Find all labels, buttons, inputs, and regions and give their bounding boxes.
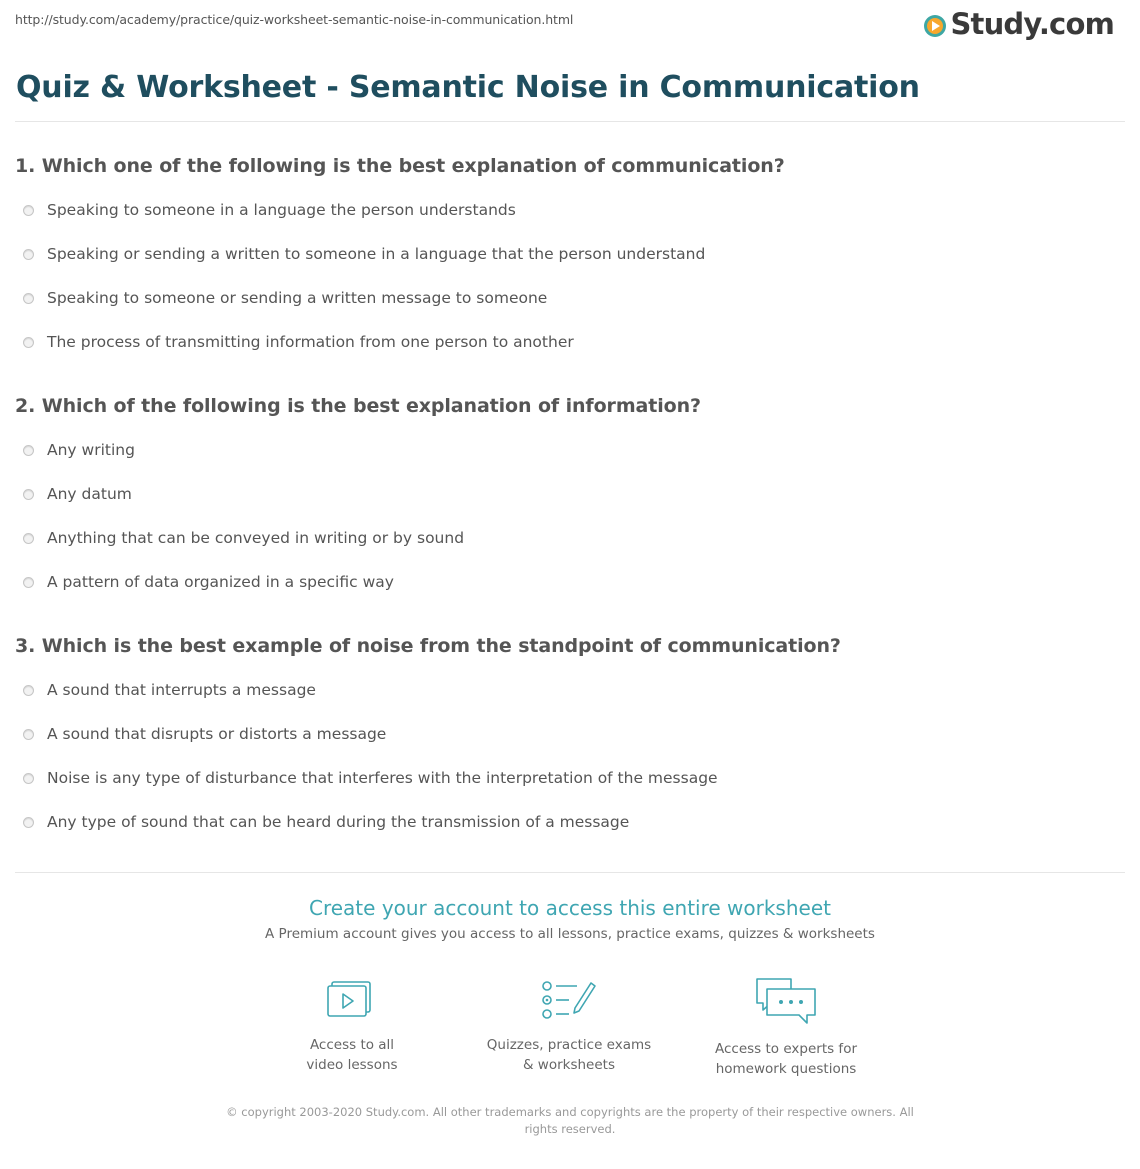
option-label: The process of transmitting information from one person to another <box>47 333 574 351</box>
q2-option-3[interactable] <box>23 526 464 550</box>
option-label: Speaking or sending a written to someone in a language that the person understand <box>47 245 706 263</box>
q3-option-1[interactable] <box>23 678 316 702</box>
q3-option-3[interactable] <box>23 766 718 790</box>
q3-option-2[interactable] <box>23 722 386 746</box>
play-logo-icon <box>924 15 946 37</box>
radio-button[interactable] <box>23 817 34 828</box>
feature-line1: Access to experts for <box>714 1041 857 1057</box>
feature-video-lessons <box>242 975 462 1075</box>
browser-header <box>0 0 1140 50</box>
logo-suffix: .com <box>1038 7 1114 41</box>
title-divider <box>15 121 1125 122</box>
radio-button[interactable] <box>23 205 34 216</box>
feature-line1: Quizzes, practice exams <box>486 1037 652 1053</box>
q1-option-3[interactable] <box>23 286 547 310</box>
option-label: A pattern of data organized in a specific way <box>47 573 394 591</box>
radio-button[interactable] <box>23 533 34 544</box>
option-label: Any writing <box>47 441 135 459</box>
feature-line1: Access to all <box>309 1037 395 1053</box>
radio-button[interactable] <box>23 445 34 456</box>
option-label: Any datum <box>47 485 132 503</box>
radio-button[interactable] <box>23 249 34 260</box>
cta-divider <box>15 872 1125 873</box>
feature-quizzes <box>459 975 679 1075</box>
logo-name: Study <box>950 7 1039 41</box>
feature-line2: & worksheets <box>522 1057 615 1073</box>
q2-option-2[interactable] <box>23 482 132 506</box>
q2-option-4[interactable] <box>23 570 394 594</box>
question-2: 2. Which of the following is the best explanation of information? <box>15 395 701 417</box>
q3-option-4[interactable] <box>23 810 629 834</box>
option-label: Any type of sound that can be heard during the transmission of a message <box>47 813 630 831</box>
radio-button[interactable] <box>23 337 34 348</box>
page-title: Quiz & Worksheet - Semantic Noise in Communication <box>16 70 920 105</box>
video-lessons-icon <box>322 975 382 1025</box>
radio-button[interactable] <box>23 293 34 304</box>
radio-button[interactable] <box>23 577 34 588</box>
feature-line2: video lessons <box>306 1057 398 1073</box>
q1-option-1[interactable] <box>23 198 516 222</box>
option-label: Noise is any type of disturbance that interferes with the interpretation of the message <box>47 769 718 787</box>
logo-text <box>950 7 1114 41</box>
q2-option-1[interactable] <box>23 438 135 462</box>
option-label: A sound that disrupts or distorts a message <box>47 725 387 743</box>
option-label: A sound that interrupts a message <box>47 681 316 699</box>
feature-experts <box>676 975 896 1079</box>
radio-button[interactable] <box>23 773 34 784</box>
cta-subtitle: A Premium account gives you access to all lessons, practice exams, quizzes & worksheets <box>265 926 875 942</box>
copyright-notice: © copyright 2003-2020 Study.com. All other trademarks and copyrights are the property of their respective owners. All rights reserved. <box>226 1105 914 1136</box>
option-label: Speaking to someone or sending a written message to someone <box>47 289 548 307</box>
q1-option-4[interactable] <box>23 330 574 354</box>
radio-button[interactable] <box>23 685 34 696</box>
radio-button[interactable] <box>23 489 34 500</box>
option-label: Anything that can be conveyed in writing or by sound <box>47 529 465 547</box>
q1-option-2[interactable] <box>23 242 705 266</box>
question-1: 1. Which one of the following is the best explanation of communication? <box>15 155 785 177</box>
study-logo[interactable] <box>924 6 1114 42</box>
create-account-link[interactable]: Create your account to access this entire worksheet <box>309 896 831 920</box>
quiz-checklist-icon <box>539 975 599 1025</box>
radio-button[interactable] <box>23 729 34 740</box>
chat-bubbles-icon <box>753 975 819 1029</box>
question-3: 3. Which is the best example of noise from the standpoint of communication? <box>15 635 841 657</box>
page-url: http://study.com/academy/practice/quiz-worksheet-semantic-noise-in-communication.html <box>15 12 574 27</box>
feature-line2: homework questions <box>715 1061 857 1077</box>
option-label: Speaking to someone in a language the person understands <box>47 201 516 219</box>
